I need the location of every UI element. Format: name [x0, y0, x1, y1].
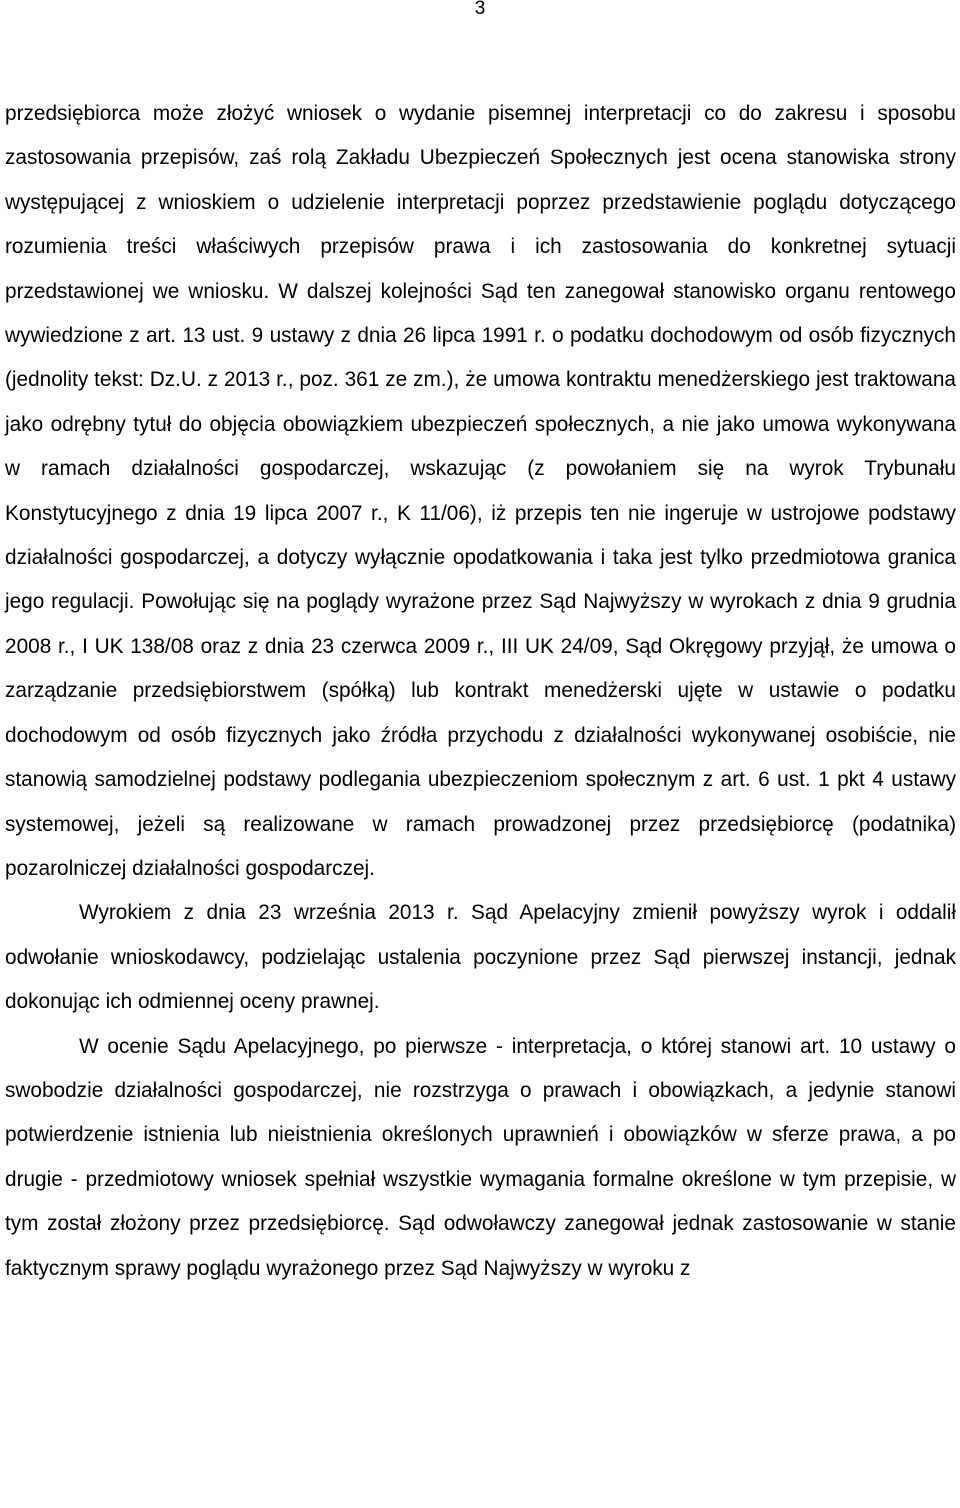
- paragraph-1: przedsiębiorca może złożyć wniosek o wydanie pisemnej interpretacji co do zakresu i sposobu zastosowania przepisów, zaś rolą Zakładu Ubezpieczeń Społecznych jest ocena stanowiska strony występującej z wnioskiem o udzielenie interpretacji poprzez przedstawienie poglądu dotyczącego rozumienia treści właściwych przepisów prawa i ich zastosowania do konkretnej sytuacji przedstawionej we wniosku. W dalszej kolejności Sąd ten zanegował stanowisko organu rentowego wywiedzione z art. 13 ust. 9 ustawy z dnia 26 lipca 1991 r. o podatku dochodowym od osób fizycznych (jednolity tekst: Dz.U. z 2013 r., poz. 361 ze zm.), że umowa kontraktu menedżerskiego jest traktowana jako odrębny tytuł do objęcia obowiązkiem ubezpieczeń społecznych, a nie jako umowa wykonywana w ramach działalności gospodarczej, wskazując (z powołaniem się na wyrok Trybunału Konstytucyjnego z dnia 19 lipca 2007 r., K 11/06), iż przepis ten nie ingeruje w ustrojowe podstawy działalności gospodarczej, a dotyczy wyłącznie opodatkowania i taka jest tylko przedmiotowa granica jego regulacji. Powołując się na poglądy wyrażone przez Sąd Najwyższy w wyrokach z dnia 9 grudnia 2008 r., I UK 138/08 oraz z dnia 23 czerwca 2009 r., III UK 24/09, Sąd Okręgowy przyjął, że umowa o zarządzanie przedsiębiorstwem (spółką) lub kontrakt menedżerski ujęte w ustawie o podatku dochodowym od osób fizycznych jako źródła przychodu z działalności wykonywanej osobiście, nie stanowią samodzielnej podstawy podlegania ubezpieczeniom społecznym z art. 6 ust. 1 pkt 4 ustawy systemowej, jeżeli są realizowane w ramach prowadzonej przez przedsiębiorcę (podatnika) pozarolniczej działalności gospodarczej.: [5, 102, 956, 880]
- paragraph-3: W ocenie Sądu Apelacyjnego, po pierwsze - interpretacja, o której stanowi art. 10 ustawy o swobodzie działalności gospodarczej, nie rozstrzyga o prawach i obowiązkach, a jedynie stanowi potwierdzenie istnienia lub nieistnienia określonych uprawnień i obowiązków w sferze prawa, a po drugie - przedmiotowy wniosek spełniał wszystkie wymagania formalne określone w tym przepisie, w tym został złożony przez przedsiębiorcę. Sąd odwoławczy zanegował jednak zastosowanie w stanie faktycznym sprawy poglądu wyrażonego przez Sąd Najwyższy w wyroku z: [5, 1034, 956, 1280]
- page-number: 3: [474, 0, 486, 19]
- document-body: [5, 92, 956, 1291]
- paragraph-2: Wyrokiem z dnia 23 września 2013 r. Sąd Apelacyjny zmienił powyższy wyrok i oddalił odwołanie wnioskodawcy, podzielając ustalenia poczynione przez Sąd pierwszej instancji, jednak dokonując ich odmiennej oceny prawnej.: [5, 901, 956, 1014]
